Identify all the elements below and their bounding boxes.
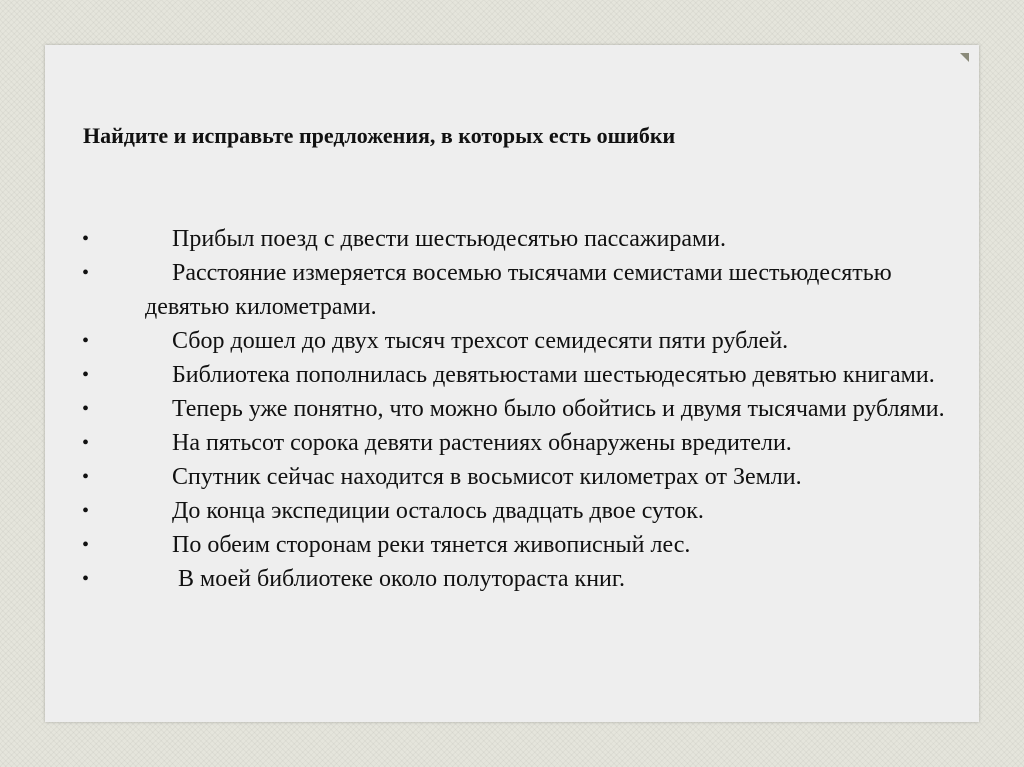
list-item-text: Прибыл поезд с двести шестьюдесятью пассажирами. <box>172 226 727 252</box>
slide-panel <box>45 45 979 722</box>
bullet-icon: • <box>82 330 90 352</box>
list-item <box>71 494 951 528</box>
list-item <box>71 426 951 460</box>
list-item-text: Расстояние измеряется восемью тысячами семистами шестьюдесятью девятью километрами. <box>145 260 892 320</box>
list-item <box>71 562 951 596</box>
list-item <box>71 222 951 256</box>
list-item <box>71 460 951 494</box>
list-item-text: На пятьсот сорока девяти растениях обнаружены вредители. <box>172 430 792 456</box>
list-item <box>71 392 951 426</box>
list-item-text: В моей библиотеке около полутораста книг. <box>178 566 626 592</box>
list-item <box>71 528 951 562</box>
list-item <box>71 256 951 324</box>
list-item <box>71 358 951 392</box>
bullet-icon: • <box>82 500 90 522</box>
bullet-icon: • <box>82 262 90 284</box>
bullet-icon: • <box>82 398 90 420</box>
list-item-text: Библиотека пополнилась девятьюстами шестьюдесятью девятью книгами. <box>172 362 935 388</box>
bullet-icon: • <box>82 432 90 454</box>
exercise-list <box>71 222 951 596</box>
corner-arrow-icon <box>960 53 969 62</box>
bullet-icon: • <box>82 466 90 488</box>
bullet-icon: • <box>82 228 90 250</box>
list-item-text: Спутник сейчас находится в восьмисот километрах от Земли. <box>172 464 802 490</box>
list-item-text: Сбор дошел до двух тысяч трехсот семидесяти пяти рублей. <box>172 328 789 354</box>
list-item-text: По обеим сторонам реки тянется живописный лес. <box>172 532 691 558</box>
list-item <box>71 324 951 358</box>
list-item-text: Теперь уже понятно, что можно было обойтись и двумя тысячами рублями. <box>172 396 945 422</box>
bullet-icon: • <box>82 534 90 556</box>
bullet-icon: • <box>82 364 90 386</box>
bullet-icon: • <box>82 568 90 590</box>
list-item-text: До конца экспедиции осталось двадцать двое суток. <box>172 498 704 524</box>
slide-title: Найдите и исправьте предложения, в которых есть ошибки <box>83 123 676 148</box>
